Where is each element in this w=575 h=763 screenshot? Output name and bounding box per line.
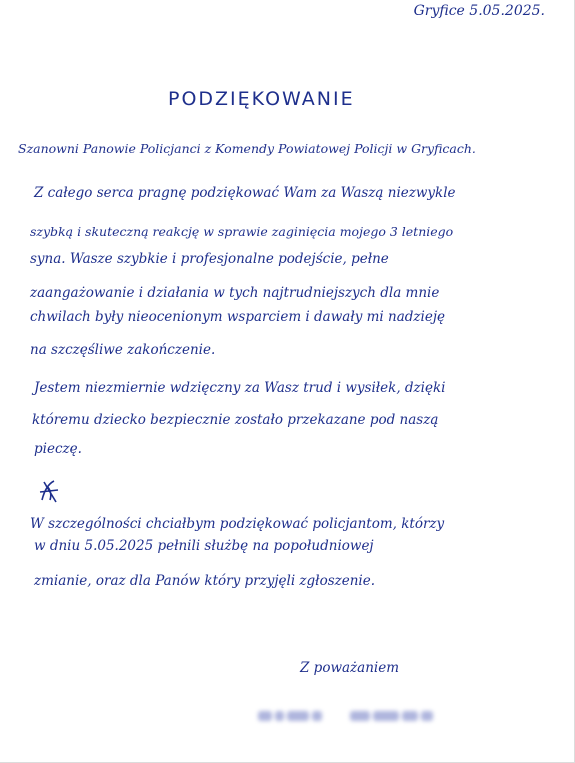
letter-title: PODZIĘKOWANIE xyxy=(168,88,355,110)
crossed-out-mark xyxy=(38,478,60,504)
salutation: Szanowni Panowie Policjanci z Komendy Powiatowej Policji w Gryficach. xyxy=(18,141,476,156)
closing: Z poważaniem xyxy=(300,660,400,676)
signature-redacted xyxy=(258,706,325,720)
paragraph-1-line-4: zaangażowanie i działania w tych najtrudniejszych dla mnie xyxy=(30,285,440,301)
paragraph-1-line-2: szybką i skuteczną reakcję w sprawie zaginięcia mojego 3 letniego xyxy=(30,224,454,239)
paragraph-2-line-2: któremu dziecko bezpiecznie zostało przekazane pod naszą xyxy=(32,412,439,428)
letter-date: Gryfice 5.05.2025. xyxy=(413,3,545,19)
signature-redacted-2 xyxy=(350,706,436,720)
paragraph-3-line-3: zmianie, oraz dla Panów który przyjęli zgłoszenie. xyxy=(34,573,376,589)
paragraph-3-line-2: w dniu 5.05.2025 pełnili służbę na popołudniowej xyxy=(34,538,374,554)
paragraph-2-line-1: Jestem niezmiernie wdzięczny za Wasz trud i wysiłek, dzięki xyxy=(34,380,446,396)
paragraph-1-line-1: Z całego serca pragnę podziękować Wam za Waszą niezwykle xyxy=(34,185,456,201)
paragraph-1-line-5: chwilach były nieocenionym wsparciem i dawały mi nadzieję xyxy=(30,309,446,325)
paragraph-3-line-1: W szczególności chciałbym podziękować policjantom, którzy xyxy=(30,516,445,532)
paragraph-1-line-6: na szczęśliwe zakończenie. xyxy=(30,342,216,358)
paragraph-1-line-3: syna. Wasze szybkie i profesjonalne podejście, pełne xyxy=(30,251,389,267)
paragraph-2-line-3: pieczę. xyxy=(34,441,82,457)
